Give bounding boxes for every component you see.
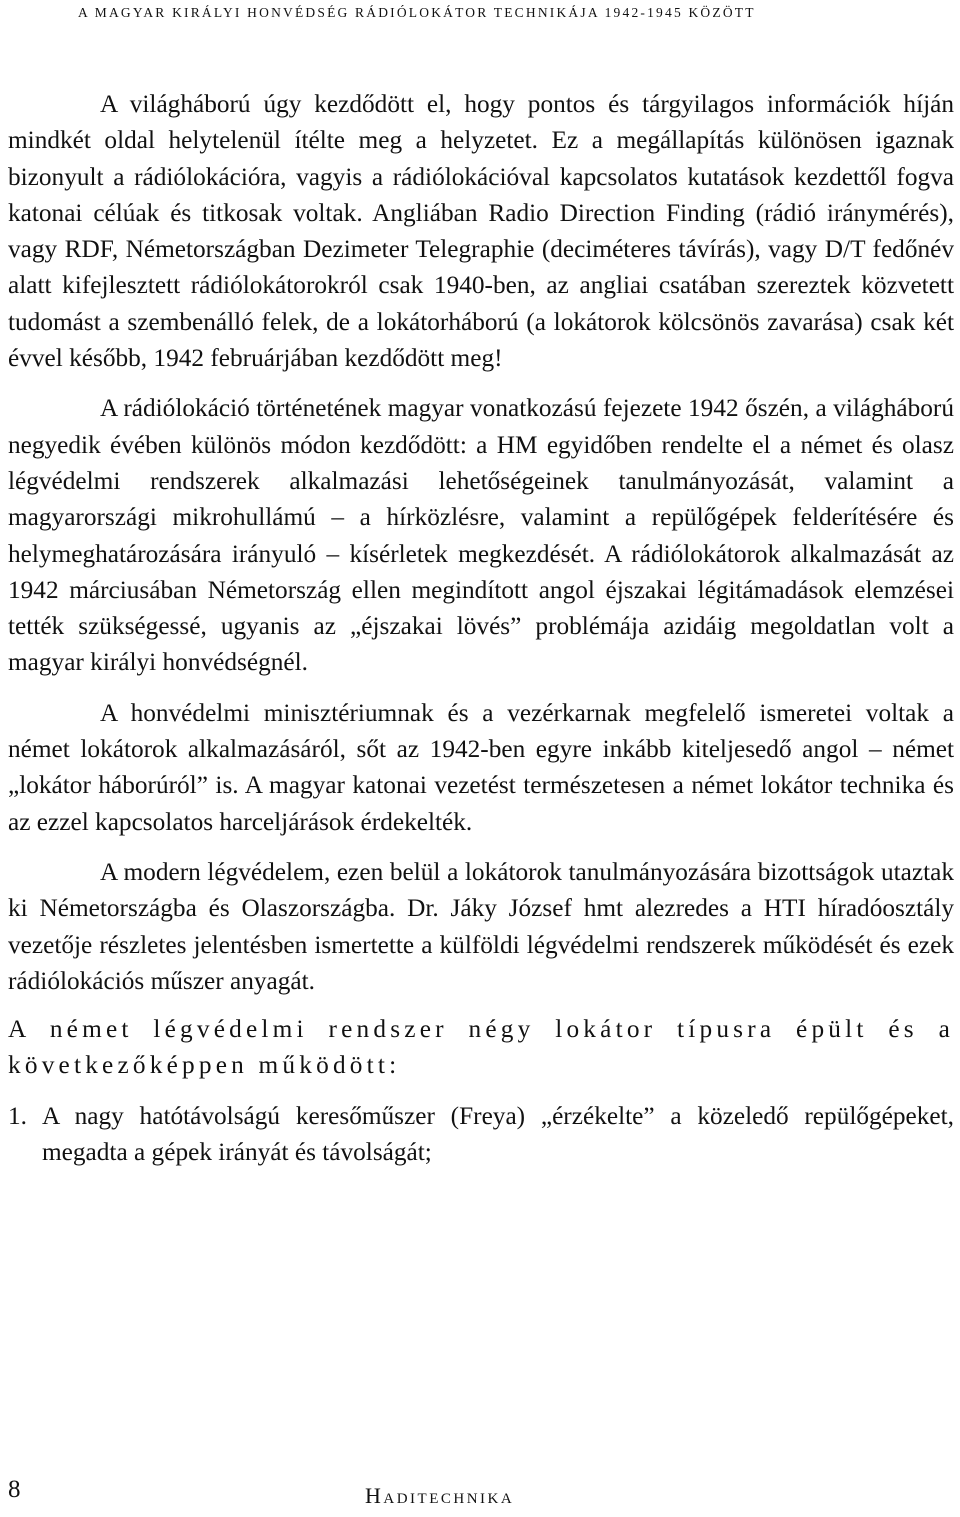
journal-name [365, 1483, 514, 1509]
section-intro: A német légvédelmi rendszer négy lokátor típusra épült és a következőképpen működött: [8, 1015, 954, 1080]
running-title: A MAGYAR KIRÁLYI HONVÉDSÉG RÁDIÓLOKÁTOR TECHNIKÁJA 1942-1945 KÖZÖTT [78, 5, 756, 20]
paragraph-1: A világháború úgy kezdődött el, hogy pontos és tárgyilagos információk híján mindkét oldal helytelenül ítélte meg a helyzetet. Ez a megállapítás különösen igaznak bizonyult a rádiólokációra, vagyis a rádiólokációval kapcsolatos kutatások kezdettől fogva katonai célúak és titkosak voltak. Angliában Radio Direction Finding (rádió iránymérés), vagy RDF, Németországban Dezimeter Telegraphie (deciméteres távírás), vagy D/T fedőnév alatt kifejlesztett rádiólokátorokról csak 1940-ben, az angliai csatában szereztek közvetett tudomást a szembenálló felek, de a lokátorháború (a lokátorok kölcsönös zavarása) csak két évvel később, 1942 februárjában kezdődött meg! [8, 90, 954, 373]
running-header [78, 5, 888, 21]
article-body [8, 86, 954, 1170]
list-item-text: A nagy hatótávolságú keresőműszer (Freya) „érzékelte” a közeledő repülőgépeket, megadta a gépek irányát és távolságát; [42, 1101, 954, 1167]
journal-name-text: Haditechnika [365, 1483, 515, 1508]
list-item-number: 1. [8, 1101, 27, 1130]
page-number: 8 [8, 1476, 21, 1503]
paragraph-2: A rádiólokáció történetének magyar vonatkozású fejezete 1942 őszén, a világháború negyedik évében különös módon kezdődött: a HM egyidőben rendelte el a német és olasz légvédelmi rendszerek alkalmazási lehetőségeinek tanulmányozását, valamint a magyarországi mikrohullámú – a hírközlésre, valamint a repülőgépek felderítésére és helymeghatározására irányuló – kísérletek megkezdését. A rádiólokátorok alkalmazását az 1942 márciusában Németország ellen megindított angol éjszakai légitámadások elemzései tették szükségessé, ugyanis az „éjszakai lövés” problémája azidáig megoldatlan volt a magyar királyi honvédségnél. [8, 394, 954, 677]
paragraph-4: A modern légvédelem, ezen belül a lokátorok tanulmányozására bizottságok utaztak ki Németországba és Olaszországba. Dr. Jáky József hmt alezredes a HTI híradóosztály vezetője részletes jelentésben ismertette a külföldi légvédelmi rendszerek működését és ezek rádiólokációs műszer anyagát. [8, 857, 954, 995]
list-item [8, 1098, 954, 1171]
paragraph-3: A honvédelmi minisztériumnak és a vezérkarnak megfelelő ismeretei voltak a német lokátorok alkalmazásáról, sőt az 1942-ben egyre inkább kiteljesedő angol – német „lokátor háborúról” is. A magyar katonai vezetést természetesen a német lokátor technika és az ezzel kapcsolatos harceljárások érdekelték. [8, 698, 954, 836]
